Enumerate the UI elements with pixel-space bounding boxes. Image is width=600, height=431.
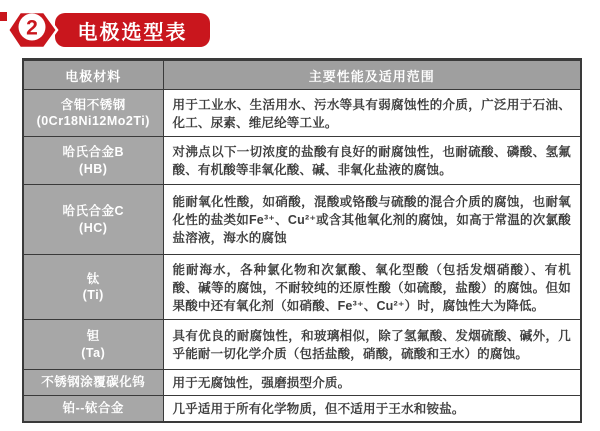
table-row: [23, 137, 581, 185]
description-cell: 几乎适用于所有化学物质，但不适用于王水和铵盐。: [163, 396, 581, 423]
header-material: 电极材料: [23, 60, 163, 90]
header-performance: 主要性能及适用范围: [163, 60, 581, 90]
table-row: [23, 90, 581, 137]
material-code: (HC): [79, 220, 108, 235]
material-code: (HB): [79, 161, 108, 176]
table-header-row: [23, 60, 581, 90]
table-row: [23, 320, 581, 370]
material-code: (Ta): [81, 345, 106, 360]
material-cell: [23, 90, 163, 137]
material-code: (Ti): [82, 288, 104, 302]
material-name: 钽: [86, 329, 100, 344]
material-cell: [23, 255, 163, 320]
material-name: 钛: [86, 271, 100, 286]
material-name: 含钼不锈钢: [60, 97, 126, 112]
material-cell: [23, 320, 163, 370]
material-cell: [23, 137, 163, 185]
badge-number: 2: [26, 16, 38, 40]
table-row: [23, 396, 581, 423]
description-cell: 用于工业水、生活用水、污水等具有弱腐蚀性的介质，广泛用于石油、化工、尿素、维尼纶等工业。: [163, 90, 581, 137]
table-row: [23, 255, 581, 320]
table-row: [23, 370, 581, 396]
section-title-label: 电极选型表: [77, 21, 188, 44]
description-cell: 对沸点以下一切浓度的盐酸有良好的耐腐蚀性，也耐硫酸、磷酸、氢氟酸、有机酸等非氧化酸、碱、非氧化盐液的腐蚀。: [163, 137, 581, 185]
electrode-table: [22, 58, 582, 423]
description-cell: 具有优良的耐腐蚀性，和玻璃相似，除了氢氟酸、发烟硫酸、碱外，几乎能耐一切化学介质（包括盐酸，硝酸，硫酸和王水）的腐蚀。: [163, 320, 581, 370]
material-cell: [23, 370, 163, 396]
material-cell: [23, 396, 163, 423]
section-title: [55, 13, 210, 47]
section-number-badge: [0, 0, 70, 58]
material-cell: [23, 185, 163, 255]
decorative-square: [0, 12, 7, 21]
material-name: 铂--铱合金: [62, 401, 124, 416]
material-name: 哈氏合金C: [62, 204, 125, 219]
description-cell: 能耐氧化性酸，如硝酸，混酸或铬酸与硫酸的混合介质的腐蚀，也耐氧化性的盐类如Fe³⁺、Cu²⁺或含其他氧化剂的腐蚀，如高于常温的次氯酸盐溶液，海水的腐蚀: [163, 185, 581, 255]
material-name: 哈氏合金B: [62, 145, 125, 160]
material-name: 不锈钢涂覆碳化钨: [41, 375, 146, 390]
description-cell: 用于无腐蚀性，强磨损型介质。: [163, 370, 581, 396]
table-body: [23, 90, 581, 423]
description-cell: 能耐海水，各种氯化物和次氯酸、氧化型酸（包括发烟硝酸）、有机酸、碱等的腐蚀，不耐较纯的还原性酸（如硫酸，盐酸）的腐蚀。但如果酸中还有氧化剂（如硝酸、Fe³⁺、Cu²⁺）时，腐蚀性大为降低。: [163, 255, 581, 320]
table-row: [23, 185, 581, 255]
material-code: (0Cr18Ni12Mo2Ti): [36, 114, 150, 128]
